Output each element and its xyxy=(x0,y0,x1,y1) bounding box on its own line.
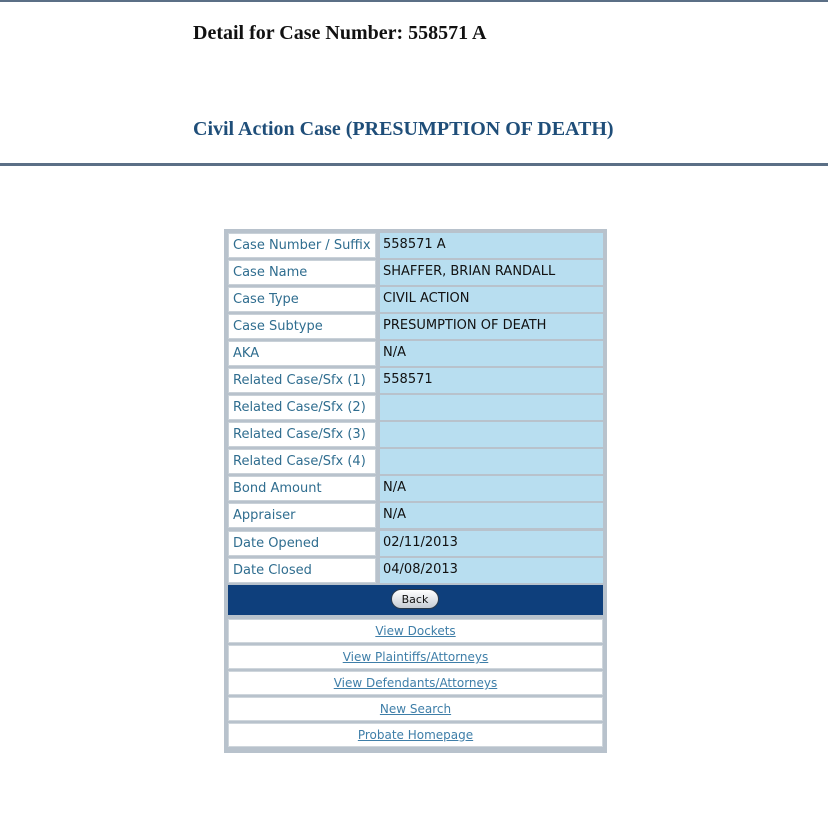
detail-value: 558571 xyxy=(380,368,603,393)
detail-label: AKA xyxy=(228,341,376,366)
back-bar xyxy=(228,585,603,615)
detail-value: CIVIL ACTION xyxy=(380,287,603,312)
detail-label: Bond Amount xyxy=(228,476,376,501)
detail-value: SHAFFER, BRIAN RANDALL xyxy=(380,260,603,285)
new-search-link-row xyxy=(228,697,603,721)
view-dockets-link[interactable]: View Dockets xyxy=(375,624,456,638)
detail-label: Case Type xyxy=(228,287,376,312)
detail-label: Appraiser xyxy=(228,503,376,528)
probate-homepage-link-row xyxy=(228,723,603,747)
detail-label: Related Case/Sfx (2) xyxy=(228,395,376,420)
detail-label: Case Number / Suffix xyxy=(228,233,376,258)
detail-label: Date Closed xyxy=(228,558,376,583)
detail-value: N/A xyxy=(380,476,603,501)
top-divider xyxy=(0,0,828,2)
detail-value: N/A xyxy=(380,341,603,366)
detail-value xyxy=(380,395,603,420)
detail-label: Case Subtype xyxy=(228,314,376,339)
probate-homepage-link[interactable]: Probate Homepage xyxy=(357,728,474,742)
case-detail-table xyxy=(224,229,607,753)
new-search-link[interactable]: New Search xyxy=(379,702,452,716)
view-plaintiffs-attorneys-link[interactable]: View Plaintiffs/Attorneys xyxy=(342,650,489,664)
view-defendants-link-row xyxy=(228,671,603,695)
view-defendants-attorneys-link[interactable]: View Defendants/Attorneys xyxy=(333,676,498,690)
detail-value: 558571 A xyxy=(380,233,603,258)
page-title: Detail for Case Number: 558571 A xyxy=(193,22,487,44)
header-divider xyxy=(0,163,828,166)
detail-value xyxy=(380,449,603,474)
case-type-heading: Civil Action Case (PRESUMPTION OF DEATH) xyxy=(193,118,614,140)
detail-value xyxy=(380,422,603,447)
view-dockets-link-row xyxy=(228,619,603,643)
detail-label: Case Name xyxy=(228,260,376,285)
detail-label: Date Opened xyxy=(228,531,376,556)
detail-value: 02/11/2013 xyxy=(380,531,603,556)
detail-value: PRESUMPTION OF DEATH xyxy=(380,314,603,339)
detail-label: Related Case/Sfx (1) xyxy=(228,368,376,393)
detail-value: N/A xyxy=(380,503,603,528)
detail-value: 04/08/2013 xyxy=(380,558,603,583)
detail-label: Related Case/Sfx (3) xyxy=(228,422,376,447)
back-button[interactable]: Back xyxy=(391,589,439,609)
view-plaintiffs-link-row xyxy=(228,645,603,669)
detail-label: Related Case/Sfx (4) xyxy=(228,449,376,474)
